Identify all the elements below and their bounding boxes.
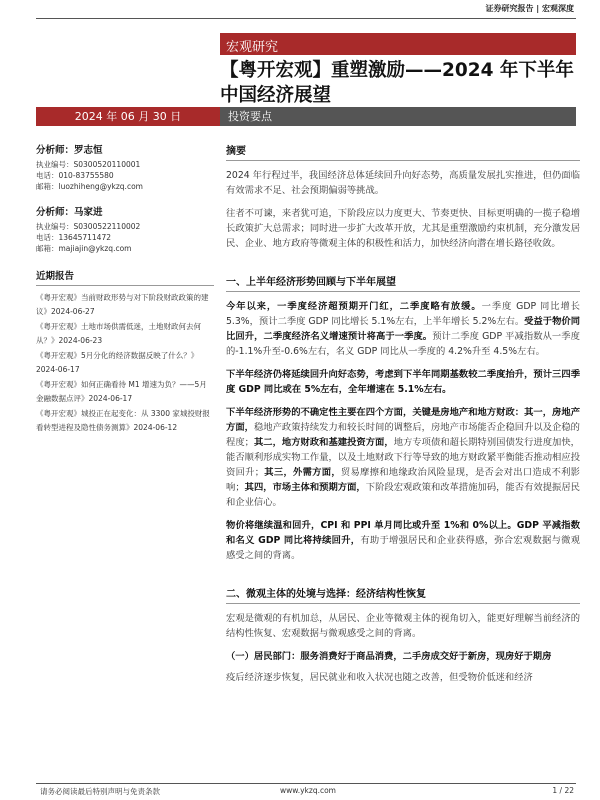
page-number: 1 / 22 bbox=[552, 786, 574, 795]
analyst-label: 分析师： bbox=[36, 145, 75, 156]
analyst-label: 分析师： bbox=[36, 207, 75, 218]
website-link[interactable]: www.ykzq.com bbox=[280, 786, 336, 795]
abstract-paragraph: 往者不可谏，来者犹可追，下阶段应以力度更大、节奏更快、目标更明确的一揽子稳增长政策扩大总需求；同时进一步扩大改革开放，尤其是重塑激励约束机制，充分激发居民、企业、地方政府等微观主体的积极性和活力，加快经济向潜在增长路径收敛。 bbox=[226, 208, 580, 249]
body-paragraph: 物价将继续温和回升，CPI 和 PPI 单月同比或升至 1%和 0%以上。GDP 平减指数和名义 GDP 同比将持续回升，有助于增强居民和企业获得感，弥合宏观数据与微观感受之间的背离。 bbox=[226, 520, 580, 561]
recent-report-link[interactable]: 《粤开宏观》当前财政形势与对下阶段财政政策的建议》2024-06-27 bbox=[36, 293, 209, 316]
investment-points-label: 投资要点 bbox=[220, 107, 576, 126]
section-heading: 一、上半年经济形势回顾与下半年展望 bbox=[226, 273, 580, 292]
body-paragraph: 下半年经济仍将延续回升向好态势，考虑到下半年同期基数较二季度抬升，预计三四季度 GDP 同比或在 5%左右，全年增速在 5.1%左右。 bbox=[226, 369, 580, 395]
top-divider bbox=[36, 18, 576, 19]
section-heading: 二、微观主体的处境与选择：经济结构性恢复 bbox=[226, 585, 580, 604]
main-content bbox=[226, 142, 580, 693]
analyst-card bbox=[36, 142, 214, 192]
analyst-name: 马家进 bbox=[74, 207, 103, 218]
report-title: 【粤开宏观】重塑激励——2024 年下半年中国经济展望 bbox=[220, 60, 574, 106]
sidebar bbox=[36, 142, 214, 436]
body-paragraph: 疫后经济逐步恢复，居民就业和收入状况也随之改善，但受物价低迷和经济 bbox=[226, 672, 533, 683]
bottom-divider bbox=[36, 783, 576, 784]
analyst-name: 罗志恒 bbox=[74, 145, 103, 156]
recent-report-link[interactable]: 《粤开宏观》城投正在起变化：从 3300 家城投财报看转型进程及隐性债务测算》2024-06-12 bbox=[36, 409, 210, 432]
analyst-email: 邮箱：luozhiheng@ykzq.com bbox=[36, 182, 143, 191]
recent-reports-heading: 近期报告 bbox=[36, 268, 214, 286]
body-paragraph: 今年以来，一季度经济超预期开门红，二季度略有放缓。一季度 GDP 同比增长 5.3%，预计二季度 GDP 同比增长 5.1%左右，上半年增长 5.2%左右。受益于物价同比回升，二季度经济名义增速预计将高于一季度。预计二季度 GDP 平减指数从一季度的-1.1%升至-0.6%左右，名义 GDP 同比从一季度的 4.2%升至 4.5%左右。 bbox=[226, 301, 580, 357]
analyst-phone: 电话：010-83755580 bbox=[36, 171, 114, 180]
recent-report-link[interactable]: 《粤开宏观》如何正确看待 M1 增速为负？——5月金融数据点评》2024-06-17 bbox=[36, 380, 207, 403]
disclaimer-note: 请务必阅读最后特别声明与免责条款 bbox=[40, 787, 160, 796]
body-paragraph: 宏观是微观的有机加总，从居民、企业等微观主体的视角切入，能更好理解当前经济的结构性恢复、宏观数据与微观感受之间的背离。 bbox=[226, 613, 580, 639]
analyst-cert: 执业编号：S0300520110001 bbox=[36, 160, 141, 169]
report-type-label: 证券研究报告 | 宏观深度 bbox=[485, 4, 574, 13]
analyst-card bbox=[36, 204, 214, 254]
recent-report-link[interactable]: 《粤开宏观》5月分化的经济数据反映了什么？》2024-06-17 bbox=[36, 351, 199, 374]
report-date: 2024 年 06 月 30 日 bbox=[36, 107, 220, 126]
category-banner: 宏观研究 bbox=[220, 33, 576, 55]
abstract-paragraph: 2024 年行程过半，我国经济总体延续回升向好态势，高质量发展扎实推进，但仍面临有效需求不足、社会预期偏弱等挑战。 bbox=[226, 170, 580, 196]
analyst-email: 邮箱：majiajin@ykzq.com bbox=[36, 244, 132, 253]
recent-report-link[interactable]: 《粤开宏观》土地市场供需低迷，土地财政何去何从？》2024-06-23 bbox=[36, 322, 201, 345]
abstract-heading: 摘要 bbox=[226, 142, 580, 161]
body-paragraph: 下半年经济形势的不确定性主要在四个方面，关键是房地产和地方财政：其一，房地产方面，稳地产政策持续发力和较长时间的调整后，房地产市场能否企稳回升以及企稳的程度；其二，地方财政和基建投资方面，地方专项债和超长期特别国债发行进度加快，能否顺利形成实物工作量，以及土地财政下行等导致的地方财政紧平衡能否推动相应投资回升；其三，外需方面，贸易摩擦和地缘政治风险显现，是否会对出口造成不利影响；其四，市场主体和预期方面，下阶段宏观政策和改革措施加码，能否有效提振居民和企业信心。 bbox=[226, 407, 580, 508]
analyst-cert: 执业编号：S0300522110002 bbox=[36, 222, 141, 231]
subsection-heading: （一）居民部门：服务消费好于商品消费，二手房成交好于新房，现房好于期房 bbox=[226, 651, 552, 662]
analyst-phone: 电话：13645711472 bbox=[36, 233, 111, 242]
